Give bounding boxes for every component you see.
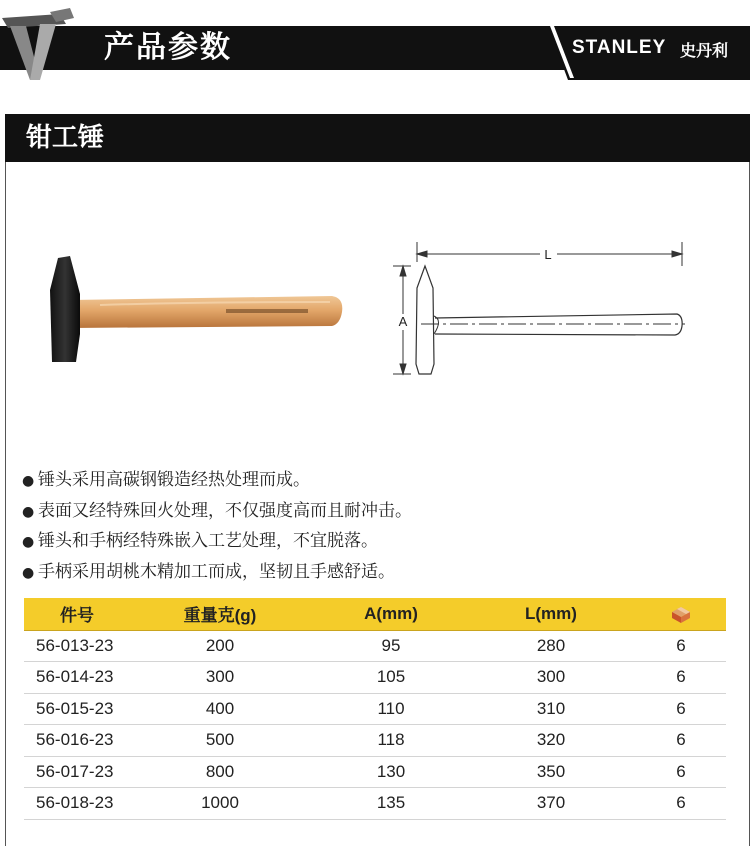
cell-pack: 6 [636, 630, 726, 662]
cell-part-number: 56-016-23 [24, 725, 124, 757]
cell-part-number: 56-015-23 [24, 693, 124, 725]
header-weight: 重量克(g) [124, 598, 316, 630]
height-label: A [398, 314, 408, 329]
hammer-dimension-drawing [385, 238, 695, 380]
feature-item [22, 465, 722, 496]
table-row [24, 725, 726, 757]
feature-text: 锤头采用高碳钢锻造经热处理而成。 [38, 470, 310, 490]
feature-text: 表面又经特殊回火处理，不仅强度高而且耐冲击。 [38, 500, 412, 521]
bullet-icon: ● [22, 534, 35, 550]
section-title: 钳工锤 [26, 123, 105, 153]
header-part-number: 件号 [24, 598, 124, 630]
header-l: L(mm) [466, 598, 636, 630]
cell-weight: 300 [124, 662, 316, 694]
cell-a: 118 [316, 725, 466, 757]
cell-part-number: 56-014-23 [24, 662, 124, 694]
cell-l: 300 [466, 662, 636, 694]
cell-pack: 6 [636, 756, 726, 788]
banner-title: 产品参数 [104, 30, 232, 65]
cell-a: 95 [316, 630, 466, 662]
cell-part-number: 56-013-23 [24, 630, 124, 662]
table-header-row [24, 598, 726, 630]
table-row [24, 630, 726, 662]
bullet-icon: ● [22, 503, 35, 520]
header-pack [636, 598, 726, 630]
cell-l: 310 [466, 693, 636, 725]
cell-part-number: 56-018-23 [24, 788, 124, 820]
cell-a: 110 [316, 693, 466, 725]
cell-a: 130 [316, 756, 466, 788]
length-label: L [544, 247, 552, 262]
feature-item [22, 526, 722, 557]
cell-pack: 6 [636, 693, 726, 725]
cell-pack: 6 [636, 725, 726, 757]
cell-weight: 500 [124, 725, 316, 757]
feature-item [22, 496, 722, 527]
hammer-photo [40, 250, 350, 365]
bullet-icon: ● [22, 564, 35, 581]
table-row [24, 662, 726, 694]
top-banner [0, 0, 750, 100]
feature-text: 锤头和手柄经特殊嵌入工艺处理，不宜脱落。 [38, 531, 378, 551]
cell-weight: 1000 [124, 788, 316, 820]
brand-logo: STANLEY [572, 37, 667, 58]
cell-part-number: 56-017-23 [24, 756, 124, 788]
bullet-icon: ● [22, 473, 35, 489]
cell-l: 350 [466, 756, 636, 788]
cell-weight: 200 [124, 630, 316, 662]
feature-list [22, 465, 722, 587]
header-a: A(mm) [316, 598, 466, 630]
feature-item [22, 557, 722, 588]
hammer-logo-icon [0, 4, 90, 84]
feature-text: 手柄采用胡桃木精加工而成，坚韧且手感舒适。 [38, 561, 395, 582]
cell-l: 320 [466, 725, 636, 757]
cell-weight: 400 [124, 693, 316, 725]
cell-pack: 6 [636, 662, 726, 694]
brand-cn-name: 史丹利 [680, 41, 729, 60]
cell-weight: 800 [124, 756, 316, 788]
table-row [24, 693, 726, 725]
cell-a: 135 [316, 788, 466, 820]
cell-l: 370 [466, 788, 636, 820]
spec-table [24, 598, 726, 820]
section-header [5, 114, 750, 162]
cell-pack: 6 [636, 788, 726, 820]
cell-a: 105 [316, 662, 466, 694]
cell-l: 280 [466, 630, 636, 662]
table-row [24, 788, 726, 820]
table-row [24, 756, 726, 788]
box-icon [670, 604, 692, 624]
